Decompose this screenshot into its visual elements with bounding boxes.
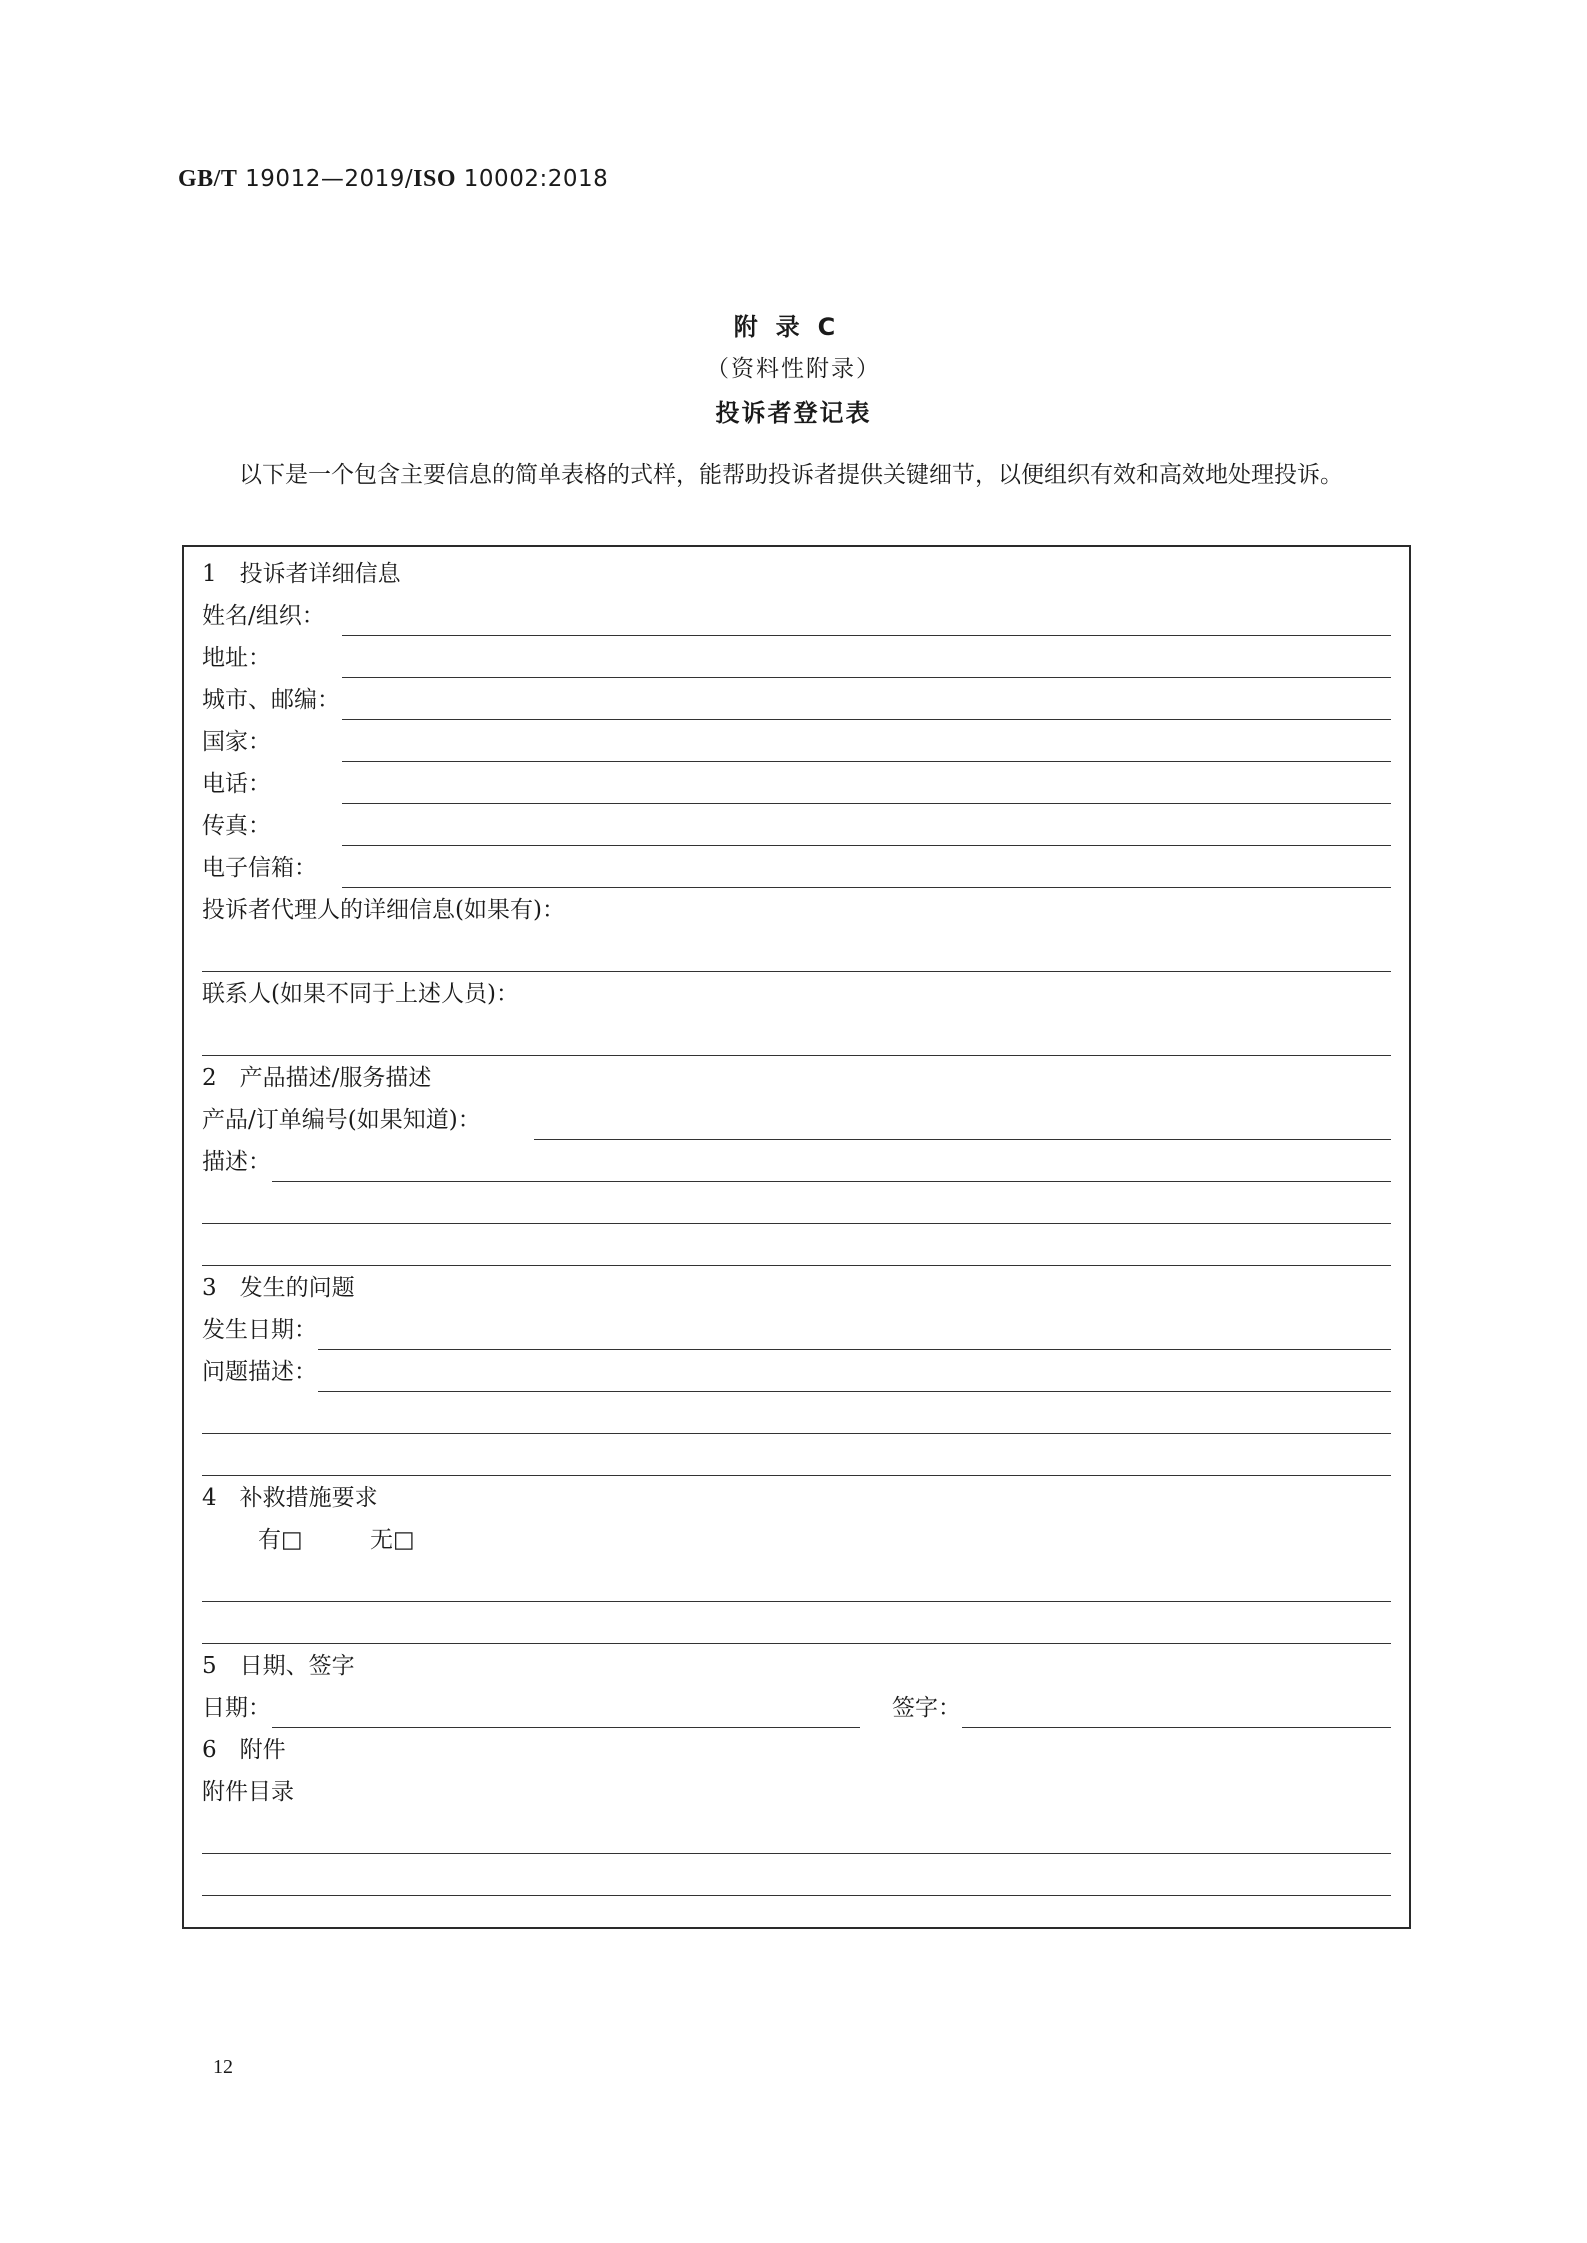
occurrence-date-line[interactable] (318, 1349, 1391, 1350)
country-label: 国家： (202, 729, 271, 755)
section-5-heading: 5 日期、签字 (202, 1653, 355, 1679)
page-number: 12 (213, 2056, 233, 2078)
attachment-list-label: 附件目录 (202, 1779, 294, 1805)
form-title: 投诉者登记表 (715, 399, 872, 427)
contact-label: 联系人(如果不同于上述人员)： (202, 981, 519, 1007)
attachment-line-2[interactable] (202, 1895, 1391, 1896)
date-line[interactable] (272, 1727, 860, 1728)
name-line[interactable] (342, 635, 1391, 636)
section-1-heading: 1 投诉者详细信息 (202, 561, 401, 587)
problem-desc-line-1[interactable] (318, 1391, 1391, 1392)
problem-desc-line-3[interactable] (202, 1475, 1391, 1476)
complaint-form (182, 545, 1411, 1929)
remedy-yes-option (258, 1525, 303, 1555)
address-label: 地址： (202, 645, 271, 671)
agent-line[interactable] (202, 971, 1391, 972)
section-6-heading: 6 附件 (202, 1737, 286, 1763)
remedy-no-checkbox[interactable]: □ (393, 1527, 415, 1553)
fax-line[interactable] (342, 845, 1391, 846)
remedy-line-2[interactable] (202, 1643, 1391, 1644)
product-desc-line-3[interactable] (202, 1265, 1391, 1266)
country-line[interactable] (342, 761, 1391, 762)
section-4-heading: 4 补救措施要求 (202, 1485, 378, 1511)
remedy-yes-label: 有 (258, 1527, 281, 1553)
standard-code: GB/T 19012—2019/ISO 10002:2018 (178, 166, 609, 192)
product-desc-label: 描述： (202, 1149, 271, 1175)
intro-paragraph: 以下是一个包含主要信息的简单表格的式样，能帮助投诉者提供关键细节，以便组织有效和高效地处理投诉。 (239, 462, 1343, 488)
date-label: 日期： (202, 1695, 271, 1721)
city-line[interactable] (342, 719, 1391, 720)
annex-title: 附录C (733, 313, 854, 341)
fax-label: 传真： (202, 813, 271, 839)
address-line[interactable] (342, 677, 1391, 678)
phone-label: 电话： (202, 771, 271, 797)
remedy-no-label: 无 (370, 1527, 393, 1553)
order-line[interactable] (534, 1139, 1391, 1140)
signature-line[interactable] (962, 1727, 1391, 1728)
annex-type: （资料性附录） (706, 356, 881, 382)
email-line[interactable] (342, 887, 1391, 888)
product-desc-line-2[interactable] (202, 1223, 1391, 1224)
occurrence-date-label: 发生日期： (202, 1317, 317, 1343)
problem-desc-line-2[interactable] (202, 1433, 1391, 1434)
section-3-heading: 3 发生的问题 (202, 1275, 355, 1301)
contact-line[interactable] (202, 1055, 1391, 1056)
section-2-heading: 2 产品描述/服务描述 (202, 1065, 432, 1091)
problem-desc-label: 问题描述： (202, 1359, 317, 1385)
remedy-no-option (370, 1525, 415, 1555)
email-label: 电子信箱： (202, 855, 317, 881)
phone-line[interactable] (342, 803, 1391, 804)
remedy-yes-checkbox[interactable]: □ (281, 1527, 303, 1553)
agent-label: 投诉者代理人的详细信息(如果有)： (202, 897, 565, 923)
name-label: 姓名/组织： (202, 603, 325, 629)
signature-label: 签字： (892, 1695, 961, 1721)
order-label: 产品/订单编号(如果知道)： (202, 1107, 481, 1133)
remedy-line-1[interactable] (202, 1601, 1391, 1602)
city-label: 城市、邮编： (202, 687, 340, 713)
product-desc-line-1[interactable] (272, 1181, 1391, 1182)
attachment-line-1[interactable] (202, 1853, 1391, 1854)
